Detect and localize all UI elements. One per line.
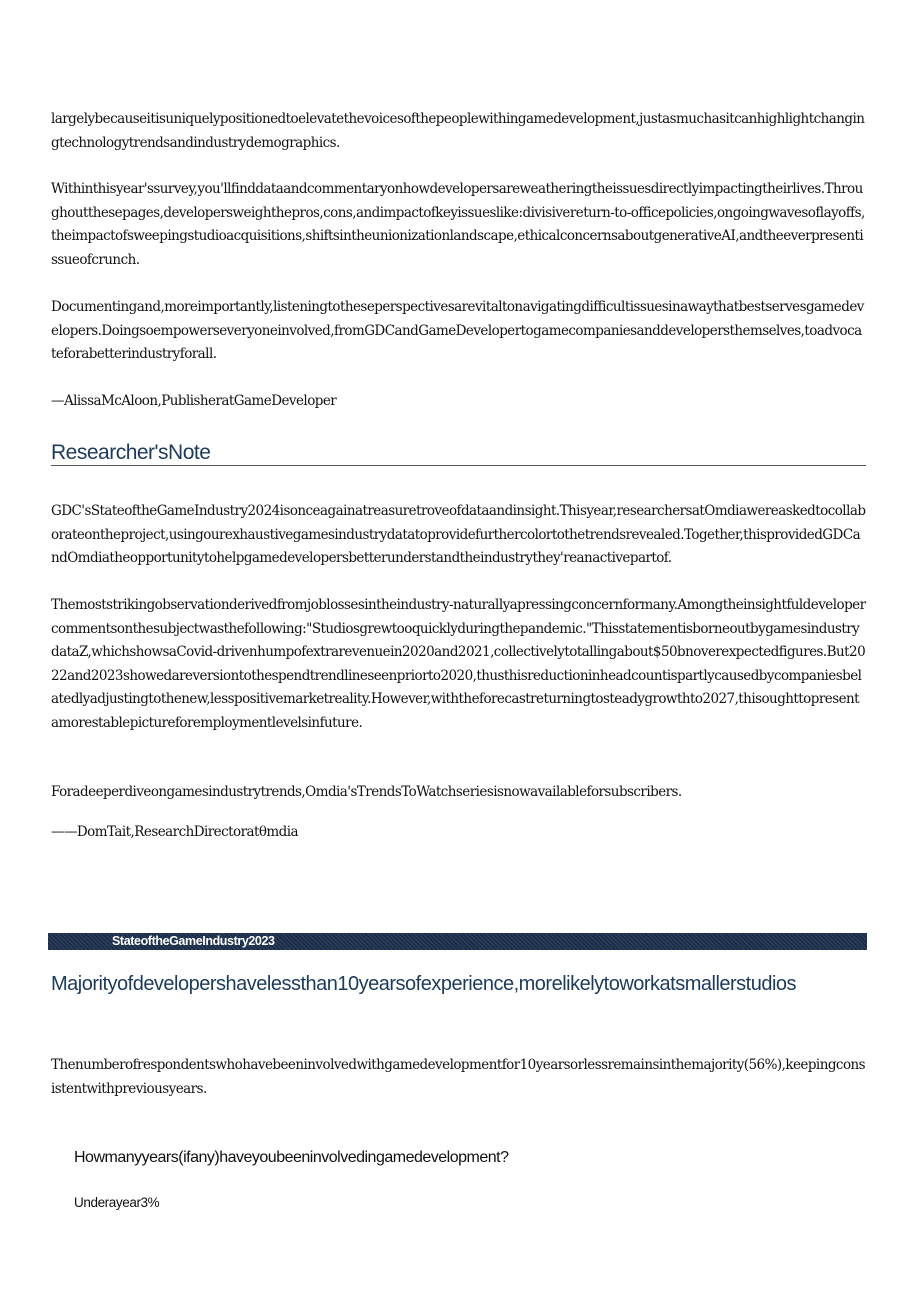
chart-row-label: Underayear3% (74, 1195, 160, 1210)
chart-title: Howmanyyears(ifany)haveyoubeeninvolvedingamedevelopment? (74, 1149, 509, 1166)
intro-paragraph-3: Documentingand,moreimportantly,listeningtotheseperspectivesarevitaltonavigatingdifficultissuesinawaythatbestservesgamedevelopers.Doingsoempowerseveryoneinvolved,fromGDCandGameDevelopertogamecompaniesanddevelopersthemselves,toadvocateforabetterindustryforall. (51, 299, 864, 362)
researcher-paragraph-1: GDC'sStateoftheGameIndustry2024isonceagainatreasuretroveofdataandinsight.Thisyear,researchersatOmdiawereaskedtocollaborateontheproject,usingourexhaustivegamesindustrydatatoprovidefurthercolortothetrendsrevealed.Together,thisprovidedGDCandOmdiatheopportunitytohelpgamedevelopersbetterunderstandtheindustrythey'reanactivepartof. (51, 503, 866, 566)
intro-paragraph-2: Withinthisyear'ssurvey,you'llfinddataandcommentaryonhowdevelopersareweatheringtheissuesdirectlyimpactingtheirlives.Throughoutthesepages,developersweighthepros,cons,andimpactofkeyissueslike:divisiverеturn-to-officepolicies,ongoingwavesoflayoffs,theimpactofsweepingstudioacquisitions,shiftsintheunionizationlandscape,ethicalconcernsaboutgenerativeAI,andtheeverpresentissueofcrunch. (51, 181, 865, 268)
intro-paragraph-1: largelybecauseitisuniquelypositionedtoelevatethevoicesofthepeoplewithingamedevelopment,justasmuchasitcanhighlightchangingtechnologytrendsandindustrydemographics. (51, 111, 865, 151)
section-banner (48, 933, 867, 950)
section-paragraph: Thenumberofrespondentswhohavebeeninvolvedwithgamedevelopmentfor10yearsorlessremainsinthemajority(56%),keepingconsistentwithpreviousyears. (51, 1057, 866, 1097)
researcher-note-heading: Researcher'sNote (51, 441, 211, 464)
banner-label: StateoftheGameIndustry2023 (112, 934, 275, 948)
heading-rule (51, 465, 866, 466)
researcher-signature: ——DomTait,ResearchDirectoratθmdia (51, 824, 299, 840)
researcher-paragraph-3: Foradeeperdiveongamesindustrytrends,Omdia'sTrendsToWatchseriesisnowavailableforsubscribers. (51, 784, 682, 800)
section-heading: Majorityofdevelopershavelessthan10yearsofexperience,morelikelytoworkatsmallerstudios (51, 973, 797, 995)
intro-signature: —AlissaMcAloon,PublisheratGameDeveloper (51, 393, 337, 409)
researcher-paragraph-2: Themoststrikingobservationderivedfromjoblossesintheindustry-naturallyapressingconcernformany.Amongtheinsightfuldevelopercommentsonthesubjectwasthefollowing:"Studiosgrewtooquicklyduringthepandemic."ThisstatementisborneoutbygamesindustrydataZ,whichshowsaCovid-drivenhumpofextrarevenuein2020and2021,collectivelytotallingabout$50bnoverexpectedfigures.But2022and2023showedareversiontothespendtrendlineseenpriorto2020,thusthisreductioninheadcountispartlycausedbycompaniesbelatedlyadjustingtothenew,lesspositivemarketreality.However,withtheforecastreturningtosteadygrowthto2027,thisoughttopresentamorestablepictureforemploymentlevelsinfuture. (51, 597, 866, 731)
